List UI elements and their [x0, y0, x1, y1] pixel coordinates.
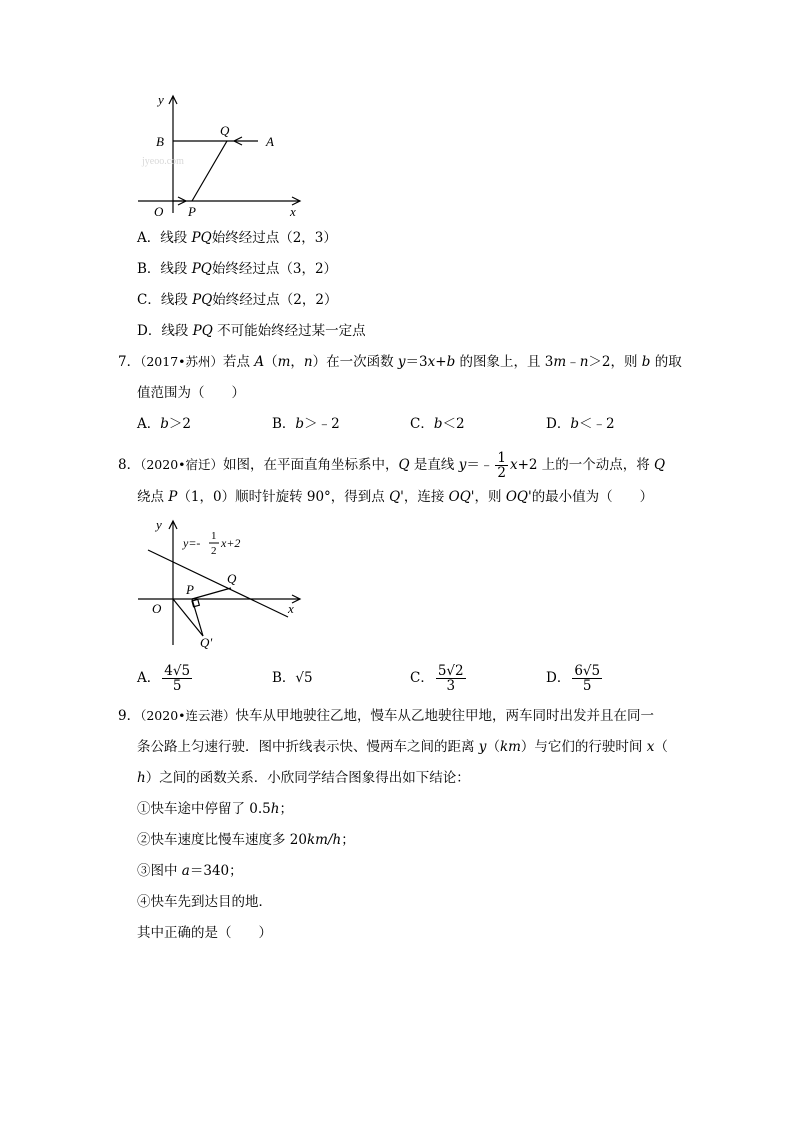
q7-option-a[interactable]: A．b＞2	[137, 416, 191, 432]
segment-PQ	[192, 588, 231, 599]
q8-option-b[interactable]: B．√5	[272, 670, 313, 686]
line-y-eq	[148, 550, 288, 617]
q6-option-c[interactable]: C．线段 PQ始终经过点（2，2）	[137, 292, 338, 308]
q9-conclusion-2: ②快车速度比慢车速度多 20km/h；	[137, 832, 355, 848]
q9-stem-line3: h）之间的函数关系．小欣同学结合图象得出如下结论：	[137, 770, 470, 786]
watermark: jyeoo.com	[142, 156, 184, 167]
q9-conclusion-3: ③图中 a＝340；	[137, 863, 243, 879]
fig2-label-Qprime: Q'	[200, 635, 213, 650]
fig2-label-O: O	[152, 601, 162, 616]
q8-stem-line1: 8．（2020•宿迁）如图，在平面直角坐标系中，Q 是直线 y＝﹣ $\frac{1}{2}$ x+2 上的一个动点，将 Q	[118, 450, 666, 481]
segment-PQ	[192, 141, 227, 201]
fig1-label-A: A	[266, 134, 274, 149]
fig2-label-y: y	[156, 517, 162, 532]
q9-stem-line2: 条公路上匀速行驶．图中折线表示快、慢两车之间的距离 y（km）与它们的行驶时间 x（	[137, 739, 668, 755]
q8-option-a[interactable]: A． $\frac{4√5}{5}$	[137, 663, 191, 694]
q7-option-d[interactable]: D．b＜﹣2	[546, 416, 615, 432]
q7-option-c[interactable]: C．b＜2	[410, 416, 465, 432]
fig1-label-y: y	[158, 92, 164, 107]
q9-conclusion-4: ④快车先到达目的地．	[137, 894, 272, 910]
fig2-eq-num: 1	[211, 530, 217, 542]
q8-stem-line2: 绕点 P（1，0）顺时针旋转 90°，得到点 Q'，连接 OQ'，则 OQ'的最小值为（ ）	[137, 489, 654, 505]
q8-option-c[interactable]: C． $\frac{5√2}{3}$	[410, 663, 464, 694]
q7-stem-line2: 值范围为（ ）	[137, 385, 245, 401]
q7-option-b[interactable]: B．b＞﹣2	[272, 416, 340, 432]
fig1-label-x: x	[290, 204, 296, 219]
figure-1-diagram	[130, 88, 310, 223]
fig2-eq-den: 2	[211, 545, 217, 557]
figure-2-diagram	[130, 515, 310, 650]
fig2-eq-rest: x+2	[221, 536, 241, 550]
segment-OQprime	[173, 599, 203, 636]
fig1-label-P: P	[188, 204, 196, 219]
fig2-label-Q: Q	[227, 571, 237, 586]
fig1-label-Q: Q	[220, 123, 230, 138]
q8-option-d[interactable]: D． $\frac{6√5}{5}$	[546, 663, 601, 694]
fig2-label-x: x	[288, 601, 294, 616]
q8-fraction: $\frac{1}{2}$	[497, 450, 506, 481]
right-angle-mark	[192, 599, 199, 606]
q6-option-d[interactable]: D．线段 PQ 不可能始终经过某一定点	[137, 323, 366, 339]
fig1-label-O: O	[154, 204, 164, 219]
q6-option-b[interactable]: B．线段 PQ始终经过点（3，2）	[137, 261, 338, 277]
fig2-eq-y: y=-	[183, 536, 201, 550]
q9-conclusion-1: ①快车途中停留了 0.5h；	[137, 801, 293, 817]
q7-stem-line1: 7．（2017•苏州）若点 A（m，n）在一次函数 y＝3x+b 的图象上，且 3m﹣n＞2，则 b 的取	[118, 354, 682, 370]
segment-PQprime	[192, 599, 203, 636]
q9-ask: 其中正确的是（ ）	[137, 925, 272, 941]
q9-stem-line1: 9．（2020•连云港）快车从甲地驶往乙地，慢车从乙地驶往甲地，两车同时出发并且在同一	[118, 708, 655, 724]
q6-option-a[interactable]: A．线段 PQ始终经过点（2，3）	[137, 230, 337, 246]
fig1-label-B: B	[156, 134, 164, 149]
fig2-label-P: P	[186, 582, 194, 597]
